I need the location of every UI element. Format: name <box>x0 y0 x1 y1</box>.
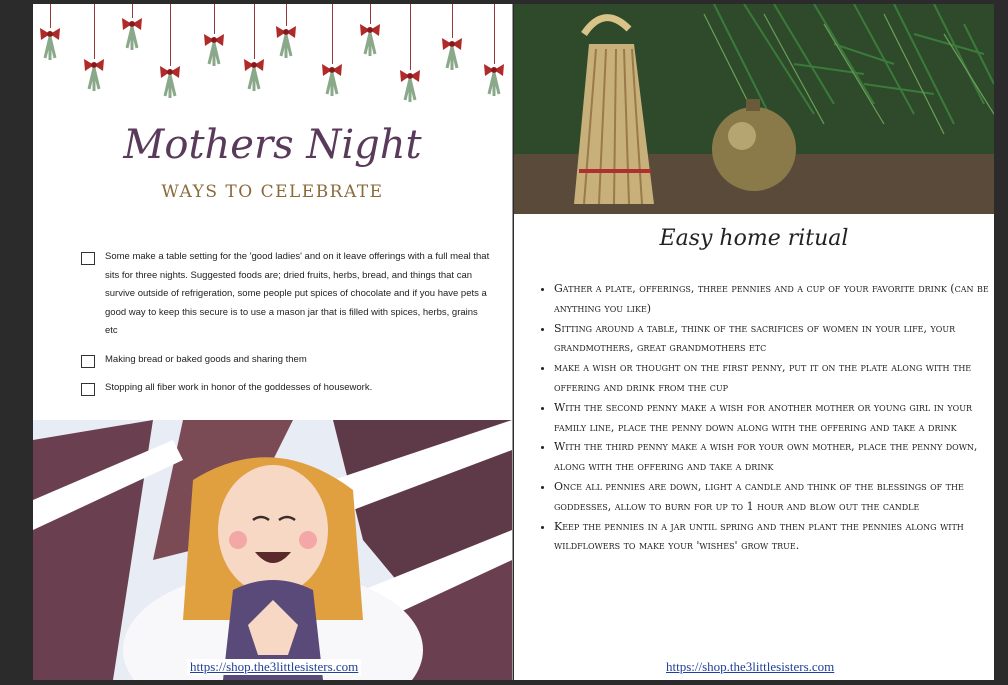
checkbox[interactable] <box>81 355 95 368</box>
mistletoe-garland <box>33 4 512 114</box>
checklist-item <box>81 379 491 398</box>
mistletoe-ornament <box>201 4 227 78</box>
mistletoe-ornament <box>241 4 267 98</box>
woman-in-snow-illustration <box>33 420 512 680</box>
ritual-step: • Once all pennies are down, light a candle and think of the blessings of the goddesses, allow to burn for up to 1 hour and blow out the candle <box>554 477 994 517</box>
left-page <box>33 4 513 680</box>
mistletoe-ornament <box>397 4 423 114</box>
celebration-checklist <box>81 248 491 408</box>
ritual-step: • With the third penny make a wish for your own mother, place the penny down, along with the offering and take a drink <box>554 437 994 477</box>
mistletoe-ornament <box>37 4 63 68</box>
mistletoe-ornament <box>157 4 183 108</box>
checklist-item <box>81 248 491 341</box>
mistletoe-ornament <box>357 4 383 68</box>
mistletoe-ornament <box>439 4 465 78</box>
page-title: Mothers Night <box>123 122 422 168</box>
shop-link[interactable]: https://shop.the3littlesisters.com <box>666 659 835 674</box>
checkbox[interactable] <box>81 383 95 396</box>
ritual-step: • Sitting around a table, think of the sacrifices of women in your life, your grandmothers, great grandmothers etc <box>554 319 994 359</box>
ritual-step: • make a wish or thought on the first penny, put it on the plate along with the offering and drink from the cup <box>554 358 994 398</box>
right-page <box>514 4 994 680</box>
ritual-step: • Keep the pennies in a jar until spring and then plant the pennies along with wildflowers to make your 'wishes' grow true. <box>554 517 994 557</box>
ritual-step: • With the second penny make a wish for another mother or young girl in your family line, place the penny down along with the offering and take a drink <box>554 398 994 438</box>
mistletoe-ornament <box>273 4 299 68</box>
straw-ornament-photo <box>514 4 994 214</box>
checklist-item <box>81 351 491 370</box>
ritual-title: Easy home ritual <box>659 226 849 251</box>
mistletoe-ornament <box>481 4 507 108</box>
mistletoe-ornament <box>81 4 107 98</box>
ritual-steps <box>536 279 994 556</box>
mistletoe-ornament <box>319 4 345 108</box>
checklist-item-text: Some make a table setting for the 'good ladies' and on it leave offerings with a full meal that sits for three nights. Suggested foods are; dried fruits, herbs, bread, and things that can survive outside of refrigeration, some people put spices of chocolate and if you have pets a good way to keep this secure is to use a mason jar that is filled with spices, herbs, grains etc <box>105 251 490 336</box>
checklist-item-text: Stopping all fiber work in honor of the goddesses of housework. <box>105 382 373 393</box>
page-subtitle: WAYS TO CELEBRATE <box>161 182 384 202</box>
mistletoe-ornament <box>119 4 145 68</box>
checklist-item-text: Making bread or baked goods and sharing them <box>105 353 307 365</box>
shop-link[interactable]: https://shop.the3littlesisters.com <box>187 659 361 675</box>
ritual-step: • Gather a plate, offerings, three pennies and a cup of your favorite drink (can be anything you like) <box>554 279 994 319</box>
checkbox[interactable] <box>81 252 95 265</box>
